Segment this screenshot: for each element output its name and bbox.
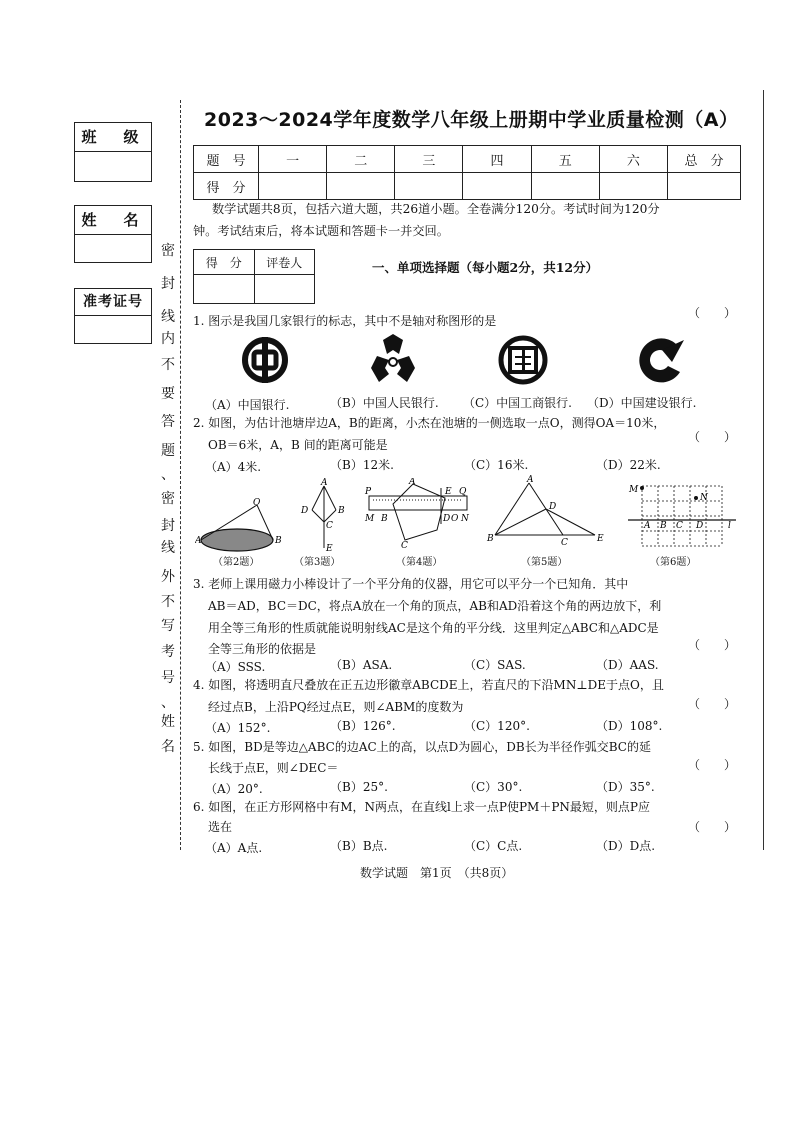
seal-char: 封 xyxy=(161,518,175,534)
fig6-label-m: M xyxy=(629,485,639,495)
score-cell: 总 分 xyxy=(668,146,741,173)
score-cell: 四 xyxy=(463,146,531,173)
q6-option-b[interactable]: （B）B点. xyxy=(330,839,388,853)
seal-char: 、 xyxy=(161,695,175,711)
right-border-line xyxy=(763,90,764,850)
answer-paren: （ ） xyxy=(688,306,737,320)
instructions-line2: 钟。考试结束后，将本试题和答题卡一并交回。 xyxy=(193,224,449,238)
q2-option-a[interactable]: （A）4米. xyxy=(205,460,262,474)
seal-char: 题 xyxy=(161,443,175,459)
q1-option-b[interactable]: （B）中国人民银行. xyxy=(330,396,439,410)
figure-2-caption: （第2题） xyxy=(213,557,260,568)
q4-option-a[interactable]: （A）152°. xyxy=(205,721,271,735)
fig6-label-l: l xyxy=(728,521,731,531)
seal-char: 线 xyxy=(161,540,175,556)
seal-char: 外 xyxy=(161,569,175,585)
q5-option-a[interactable]: （A）20°. xyxy=(205,782,263,796)
figure-3-caption: （第3题） xyxy=(294,557,341,568)
fig4-label-n: N xyxy=(461,514,469,524)
q5-option-b[interactable]: （B）25°. xyxy=(330,780,388,794)
question-6-line1: 6. 如图，在正方形网格中有M，N两点，在直线l上求一点P使PM＋PN最短，则点P应 xyxy=(193,800,650,814)
score-cell: 六 xyxy=(599,146,667,173)
q3-option-a[interactable]: （A）SSS. xyxy=(205,660,266,674)
score-table-score-row xyxy=(194,173,741,200)
fig6-label-n: N xyxy=(700,493,708,503)
q1-option-d[interactable]: （D）中国建设银行. xyxy=(587,396,697,410)
fig5-label-c: C xyxy=(561,538,568,547)
question-6-line2: 选在 xyxy=(208,820,233,834)
seal-char: 封 xyxy=(161,276,175,292)
name-label: 姓 名 xyxy=(75,206,151,235)
class-label: 班 级 xyxy=(75,123,151,152)
question-3-line3: 用全等三角形的性质就能说明射线AC是这个角的平分线．这里判定△ABC和△ADC是 xyxy=(208,621,659,635)
fig3-label-a: A xyxy=(321,478,328,488)
question-3-line4: 全等三角形的依据是 xyxy=(208,642,317,656)
fig4-label-q: Q xyxy=(459,487,467,497)
score-cell: 一 xyxy=(259,146,327,173)
q2-option-c[interactable]: （C）16米. xyxy=(464,458,529,472)
question-1-text: 1. 图示是我国几家银行的标志，其中不是轴对称图形的是 xyxy=(193,314,497,328)
seal-char: 要 xyxy=(161,386,175,402)
q6-option-c[interactable]: （C）C点. xyxy=(464,839,523,853)
page-footer: 数学试题 第1页 （共8页） xyxy=(360,866,514,880)
q6-option-d[interactable]: （D）D点. xyxy=(596,839,656,853)
seal-char: 答 xyxy=(161,414,175,430)
fig6-label-a: A xyxy=(644,521,651,531)
q3-option-d[interactable]: （D）AAS. xyxy=(596,658,659,672)
q3-option-b[interactable]: （B）ASA. xyxy=(330,658,393,672)
boc-logo-icon xyxy=(240,335,290,385)
icbc-logo-icon xyxy=(497,334,549,386)
grader-name-label: 评卷人 xyxy=(254,250,315,275)
ccb-logo-icon xyxy=(632,332,690,388)
answer-paren: （ ） xyxy=(688,430,737,444)
fig2-label-b: B xyxy=(275,536,282,546)
figure-3 xyxy=(298,478,350,553)
score-cell: 题 号 xyxy=(194,146,259,173)
fig4-label-d: D xyxy=(443,514,451,524)
question-4-line2: 经过点B，上沿PQ经过点E，则∠ABM的度数为 xyxy=(208,700,464,714)
score-table-header-row xyxy=(194,146,741,173)
question-5-line1: 5. 如图，BD是等边△ABC的边AC上的高，以点D为圆心，DB长为半径作弧交BC的延 xyxy=(193,740,651,754)
page-title: 2023～2024学年度数学八年级上册期中学业质量检测（A） xyxy=(204,109,739,131)
figure-5-caption: （第5题） xyxy=(521,557,568,568)
instructions-line1: 数学试题共8页，包括六道大题，共26道小题。全卷满分120分。考试时间为120分 xyxy=(212,202,660,216)
q4-option-d[interactable]: （D）108°. xyxy=(596,719,663,733)
fig3-label-e: E xyxy=(326,544,333,553)
q5-option-c[interactable]: （C）30°. xyxy=(464,780,523,794)
fig3-label-c: C xyxy=(326,521,333,531)
answer-paren: （ ） xyxy=(688,820,737,834)
score-cell: 五 xyxy=(531,146,599,173)
fig2-label-a: A xyxy=(195,536,202,546)
fig4-label-a: A xyxy=(409,478,416,487)
q6-option-a[interactable]: （A）A点. xyxy=(205,841,263,855)
fig3-label-b: B xyxy=(338,506,345,516)
q3-option-c[interactable]: （C）SAS. xyxy=(464,658,526,672)
fig4-label-b: B xyxy=(381,514,388,524)
grader-name-cell[interactable] xyxy=(254,275,315,304)
score-cell: 二 xyxy=(327,146,395,173)
q1-option-c[interactable]: （C）中国工商银行. xyxy=(463,396,572,410)
figure-6 xyxy=(624,478,744,550)
score-table xyxy=(193,145,741,200)
q4-option-b[interactable]: （B）126°. xyxy=(330,719,396,733)
score-cell[interactable] xyxy=(668,173,741,200)
seal-dashed-line xyxy=(180,100,181,850)
answer-paren: （ ） xyxy=(688,697,737,711)
fig3-label-d: D xyxy=(301,506,309,516)
q5-option-d[interactable]: （D）35°. xyxy=(596,780,655,794)
fig6-label-b: B xyxy=(660,521,667,531)
fig2-label-o: O xyxy=(253,498,261,508)
score-cell[interactable] xyxy=(599,173,667,200)
seal-char: 密 xyxy=(161,491,175,507)
figure-2 xyxy=(195,495,290,555)
fig5-label-a: A xyxy=(527,475,534,485)
q1-option-a[interactable]: （A）中国银行. xyxy=(205,398,290,412)
fig4-label-o: O xyxy=(451,514,459,524)
grader-box xyxy=(193,249,315,304)
fig5-label-b: B xyxy=(487,534,494,544)
exam-id-label: 准考证号 xyxy=(75,289,151,316)
seal-char: 号 xyxy=(161,670,175,686)
fig4-label-c: C xyxy=(401,541,408,550)
question-3-line2: AB＝AD，BC＝DC，将点A放在一个角的顶点，AB和AD沿着这个角的两边放下，利 xyxy=(208,599,662,613)
exam-id-box xyxy=(74,288,152,344)
fig6-label-c: C xyxy=(676,521,683,531)
score-cell[interactable] xyxy=(395,173,463,200)
score-cell[interactable] xyxy=(259,173,327,200)
score-cell[interactable] xyxy=(327,173,395,200)
figure-5 xyxy=(485,475,607,547)
seal-char: 名 xyxy=(161,739,175,755)
seal-char: 写 xyxy=(161,618,175,634)
score-cell[interactable] xyxy=(531,173,599,200)
q4-option-c[interactable]: （C）120°. xyxy=(464,719,530,733)
grader-score-label: 得 分 xyxy=(194,250,255,275)
fig4-label-m: M xyxy=(365,514,375,524)
name-box xyxy=(74,205,152,263)
question-2-line2: OB＝6米，A，B 间的距离可能是 xyxy=(208,438,388,452)
score-cell: 三 xyxy=(395,146,463,173)
question-5-line2: 长线于点E，则∠DEC＝ xyxy=(208,761,339,775)
pbc-logo-icon xyxy=(365,332,421,386)
answer-paren: （ ） xyxy=(688,638,737,652)
seal-char: 、 xyxy=(161,467,175,483)
question-4-line1: 4. 如图，将透明直尺叠放在正五边形徽章ABCDE上，若直尺的下沿MN⊥DE于点O，且 xyxy=(193,678,664,692)
seal-char: 考 xyxy=(161,644,175,660)
section1-title: 一、单项选择题（每小题2分，共12分） xyxy=(372,260,599,275)
fig6-label-d: D xyxy=(696,521,704,531)
fig5-label-e: E xyxy=(597,534,604,544)
figure-6-caption: （第6题） xyxy=(650,557,697,568)
q2-option-b[interactable]: （B）12米. xyxy=(330,458,394,472)
seal-char: 内 xyxy=(161,331,175,347)
grader-score-cell[interactable] xyxy=(194,275,255,304)
answer-paren: （ ） xyxy=(688,758,737,772)
seal-char: 密 xyxy=(161,243,175,259)
fig4-label-e: E xyxy=(445,487,452,497)
q2-option-d[interactable]: （D）22米. xyxy=(596,458,661,472)
seal-char: 不 xyxy=(161,594,175,610)
seal-char: 姓 xyxy=(161,714,175,730)
seal-char: 线 xyxy=(161,309,175,325)
question-2-line1: 2. 如图，为估计池塘岸边A，B的距离，小杰在池塘的一侧选取一点O，测得OA＝10米， xyxy=(193,416,666,430)
fig5-label-d: D xyxy=(549,502,557,512)
seal-char: 不 xyxy=(161,357,175,373)
figure-4 xyxy=(363,478,473,550)
score-cell: 得 分 xyxy=(194,173,259,200)
score-cell[interactable] xyxy=(463,173,531,200)
class-box xyxy=(74,122,152,182)
fig4-label-p: P xyxy=(365,487,372,497)
figure-4-caption: （第4题） xyxy=(396,557,443,568)
question-3-line1: 3. 老师上课用磁力小棒设计了一个平分角的仪器，用它可以平分一个已知角．其中 xyxy=(193,577,629,591)
